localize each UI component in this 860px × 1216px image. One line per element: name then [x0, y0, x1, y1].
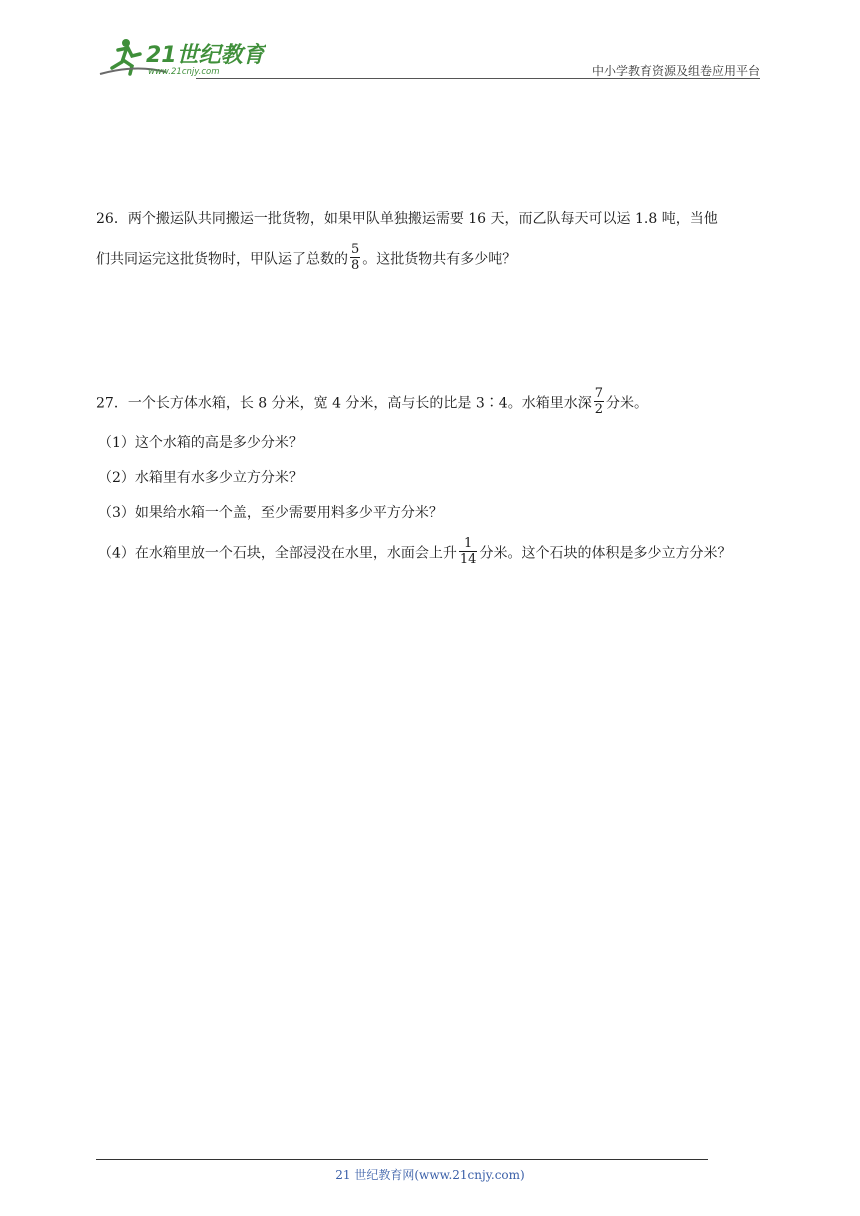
q27-sub4-fraction: $\frac{1}{14}$: [459, 536, 477, 567]
platform-name: 中小学教育资源及组卷应用平台: [591, 64, 760, 78]
q26-line2: 们共同运完这批货物时，甲队运了总数的 $\frac{5}{8}$ 。这批货物共有多少吨？: [96, 242, 517, 273]
page-header: [96, 30, 760, 80]
q27-sub2: （2）水箱里有水多少立方分米？: [98, 470, 303, 486]
q27-fraction: $\frac{7}{2}$: [594, 386, 603, 417]
q27-sub1: （1）这个水箱的高是多少分米？: [98, 435, 303, 451]
footer-rule: [96, 1159, 708, 1160]
q27-line1: 27．一个长方体水箱，长 8 分米，宽 4 分米，高与长的比是 3∶4。水箱里水深 $\frac{7}{2}$ 分米。: [96, 386, 648, 417]
logo-title: 21世纪教育: [146, 43, 265, 68]
q27-sub3: （3）如果给水箱一个盖，至少需要用料多少平方分米？: [98, 505, 443, 521]
q27-sub4: （4）在水箱里放一个石块，全部浸没在水里，水面会上升 $\frac{1}{14}$ 分米。这个石块的体积是多少立方分米？: [98, 536, 732, 567]
q26-fraction: $\frac{5}{8}$: [351, 242, 360, 273]
logo-url: www.21cnjy.com: [148, 67, 220, 77]
q26-line1: 26．两个搬运队共同搬运一批货物，如果甲队单独搬运需要 16 天，而乙队每天可以运 1.8 吨，当他: [96, 211, 718, 227]
logo-21cnjy: [96, 34, 266, 78]
footer-link[interactable]: 21 世纪教育网(www.21cnjy.com): [335, 1168, 525, 1182]
